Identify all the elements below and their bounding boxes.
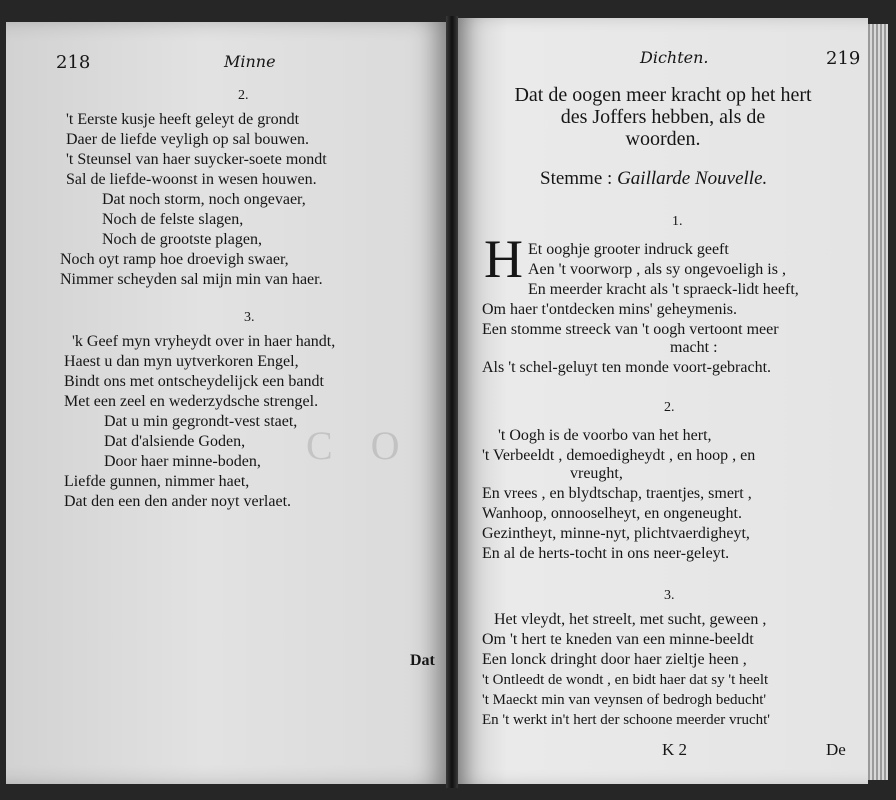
verse-line: Aen 't voorworp , als sy ongevoeligh is , bbox=[528, 261, 786, 278]
verse-line: Als 't schel-geluyt ten monde voort-gebracht. bbox=[482, 359, 772, 376]
verse-line: Gezintheyt, minne-nyt, plichtvaerdigheyt, bbox=[482, 525, 750, 542]
stanza-number: 2. bbox=[664, 400, 675, 415]
poem-title-line: woorden. bbox=[625, 128, 701, 150]
verse-line: Het vleydt, het streelt, met sucht, geween , bbox=[494, 611, 767, 628]
tune-indication bbox=[540, 168, 767, 190]
drop-cap: H bbox=[484, 229, 523, 289]
poem-title-line: des Joffers hebben, als de bbox=[560, 106, 766, 128]
verse-line: Een lonck dringht door haer zieltje heen , bbox=[482, 651, 747, 668]
verse-line: Et ooghje grooter indruck geeft bbox=[528, 241, 729, 258]
verse-line: Noch oyt ramp hoe droevigh swaer, bbox=[60, 251, 289, 268]
running-head-left: Minne bbox=[224, 52, 276, 71]
verse-line: Noch de grootste plagen, bbox=[102, 231, 262, 248]
verse-line: En meerder kracht als 't spraeck-lidt heeft, bbox=[528, 281, 799, 298]
catchword-left: Dat bbox=[410, 652, 435, 669]
verse-line: Liefde gunnen, nimmer haet, bbox=[64, 473, 250, 490]
verse-line: 't Verbeeldt , demoedigheydt , en hoop , en bbox=[482, 447, 756, 464]
stanza-number: 1. bbox=[672, 214, 683, 229]
verse-line: 't Steunsel van haer suycker-soete mondt bbox=[66, 151, 327, 168]
verse-line: Haest u dan myn uytverkoren Engel, bbox=[64, 353, 299, 370]
book-gutter bbox=[446, 16, 458, 788]
verse-line: Dat u min gegrondt-vest staet, bbox=[104, 413, 298, 430]
stanza-number: 2. bbox=[238, 88, 249, 103]
right-page bbox=[458, 18, 868, 784]
page-number-right: 219 bbox=[826, 48, 861, 69]
page-edges bbox=[868, 24, 888, 780]
verse-line: Door haer minne-boden, bbox=[104, 453, 261, 470]
verse-line: Sal de liefde-woonst in wesen houwen. bbox=[66, 171, 317, 188]
verse-line: Bindt ons met ontscheydelijck een bandt bbox=[64, 373, 324, 390]
verse-line: Om haer t'ontdecken mins' geheymenis. bbox=[482, 301, 738, 318]
page-number-left: 218 bbox=[56, 52, 91, 73]
verse-line: Een stomme streeck van 't oogh vertoont meer bbox=[482, 321, 779, 338]
poem-title-line: Dat de oogen meer kracht op het hert bbox=[514, 84, 812, 106]
signature-mark: K 2 bbox=[662, 740, 688, 759]
verse-line: Daer de liefde veyligh op sal bouwen. bbox=[66, 131, 310, 148]
verse-line: Nimmer scheyden sal mijn min van haer. bbox=[60, 271, 323, 288]
stanza-number: 3. bbox=[664, 588, 675, 603]
verse-line: 't Oogh is de voorbo van het hert, bbox=[498, 427, 712, 444]
running-head-right: Dichten. bbox=[640, 48, 709, 67]
verse-line: Noch de felste slagen, bbox=[102, 211, 244, 228]
verse-line: 't Eerste kusje heeft geleyt de grondt bbox=[66, 111, 300, 128]
verse-line: En vrees , en blydtschap, traentjes, smert , bbox=[482, 485, 752, 502]
catchword-right: De bbox=[826, 740, 846, 759]
verse-line: 't Maeckt min van veynsen of bedrogh beducht' bbox=[482, 692, 767, 708]
verse-line: Dat d'alsiende Goden, bbox=[104, 433, 246, 450]
verse-line: Dat noch storm, noch ongevaer, bbox=[102, 191, 306, 208]
verse-line: 'k Geef myn vryheydt over in haer handt, bbox=[72, 333, 336, 350]
verse-line: Dat den een den ander noyt verlaet. bbox=[64, 493, 292, 510]
verse-line: Wanhoop, onnooselheyt, en ongeneught. bbox=[482, 505, 742, 522]
verse-line: 't Ontleedt de wondt , en bidt haer dat sy 't heelt bbox=[482, 672, 769, 688]
verse-line: Om 't hert te kneden van een minne-beeldt bbox=[482, 631, 754, 648]
verse-line: Met een zeel en wederzydsche strengel. bbox=[64, 393, 319, 410]
verse-line: En 't werkt in't hert der schoone meerder vrucht' bbox=[482, 712, 771, 728]
verse-line: En al de herts-tocht in ons neer-geleyt. bbox=[482, 545, 730, 562]
verse-line: macht : bbox=[670, 339, 718, 356]
tune-name: Gaillarde Nouvelle. bbox=[617, 168, 768, 189]
left-page bbox=[6, 22, 446, 784]
tune-label: Stemme : bbox=[540, 168, 613, 189]
show-through-text: C O bbox=[306, 423, 414, 468]
stanza-number: 3. bbox=[244, 310, 255, 325]
verse-line: vreught, bbox=[570, 465, 623, 482]
